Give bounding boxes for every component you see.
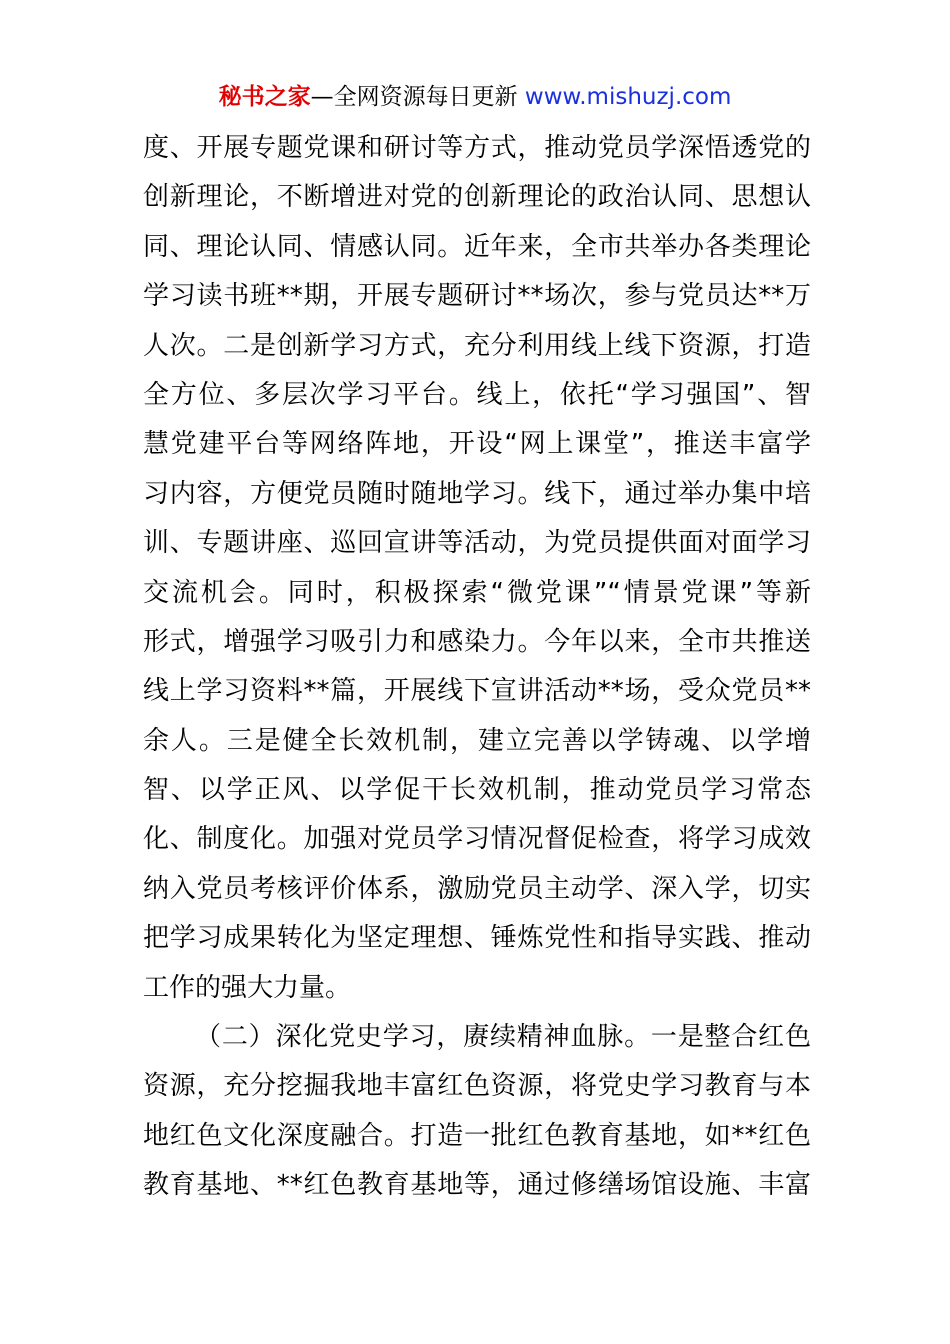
text-line: 学习读书班**期，开展专题研讨**场次，参与党员达**万 (143, 281, 811, 312)
text-line: 地红色文化深度融合。打造一批红色教育基地，如**红色 (143, 1120, 811, 1151)
watermark-header (0, 80, 950, 114)
text-line: 资源，充分挖掘我地丰富红色资源，将党史学习教育与本 (143, 1071, 811, 1102)
paragraph-last-line: 工作的强大力量。 (143, 972, 352, 1003)
text-line: 纳入党员考核评价体系，激励党员主动学、深入学，切实 (143, 873, 811, 904)
text-line: 化、制度化。加强对党员学习情况督促检查，将学习成效 (143, 824, 811, 855)
text-line: 全方位、多层次学习平台。线上，依托“学习强国”、智 (143, 379, 811, 410)
text-line: 创新理论，不断增进对党的创新理论的政治认同、思想认 (143, 182, 811, 213)
text-line: 把学习成果转化为坚定理想、锤炼党性和指导实践、推动 (143, 923, 811, 954)
section-heading-line: （二）深化党史学习，赓续精神血脉。一是整合红色 (195, 1022, 811, 1053)
text-line: 教育基地、**红色教育基地等，通过修缮场馆设施、丰富 (143, 1170, 811, 1201)
text-line: 线上学习资料**篇，开展线下宣讲活动**场，受众党员** (143, 676, 811, 707)
text-line: 度、开展专题党课和研讨等方式，推动党员学深悟透党的 (143, 133, 811, 163)
text-line: 训、专题讲座、巡回宣讲等活动，为党员提供面对面学习 (143, 528, 811, 559)
site-brand: 秘书之家 (218, 84, 311, 110)
text-line: 人次。二是创新学习方式，充分利用线上线下资源，打造 (143, 330, 811, 361)
text-line: 余人。三是健全长效机制，建立完善以学铸魂、以学增 (143, 725, 811, 756)
text-line: 智、以学正风、以学促干长效机制，推动党员学习常态 (143, 775, 811, 806)
text-line: 交流机会。同时，积极探索“微党课”“情景党课”等新 (143, 577, 811, 608)
text-line: 同、理论认同、情感认同。近年来，全市共举办各类理论 (143, 231, 811, 262)
text-line: 习内容，方便党员随时随地学习。线下，通过举办集中培 (143, 478, 811, 509)
site-slogan: —全网资源每日更新 (310, 84, 518, 110)
text-line: 形式，增强学习吸引力和感染力。今年以来，全市共推送 (143, 626, 811, 657)
text-line: 慧党建平台等网络阵地，开设“网上课堂”，推送丰富学 (143, 429, 811, 460)
site-url-link[interactable]: www.mishuzj.com (524, 84, 732, 110)
document-body (143, 124, 811, 1211)
